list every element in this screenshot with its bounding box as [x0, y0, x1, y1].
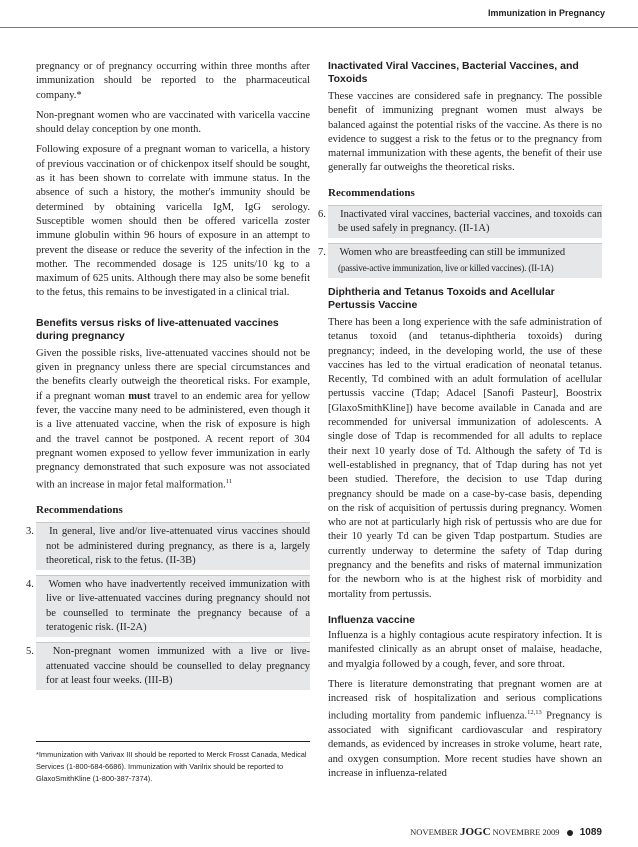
- rec-number: 6.: [318, 208, 326, 220]
- recommendation-7: [318, 243, 602, 278]
- paragraph: Influenza is a highly contagious acute respiratory infection. It is manifested clinically as an abrupt onset of malaise, headache, and myalgia followed by a cough, fever, and sore throat.: [328, 629, 602, 670]
- page-number: 1089: [579, 827, 602, 838]
- recommendation-3: [26, 522, 310, 570]
- running-head: Immunization in Pregnancy: [487, 8, 605, 18]
- emphasis-must: must: [128, 390, 151, 402]
- text-run: There is literature demonstrating that pregnant women are at increased risk of hospitalization and serious complications including mortality from pandemic influenza.: [328, 678, 602, 722]
- paragraph: pregnancy or of pregnancy occurring within three months after immunization should be reported to the pharmaceutical company.*: [36, 61, 310, 101]
- rec-number: 3.: [26, 526, 34, 538]
- rec-number: 5.: [26, 646, 34, 658]
- section-heading-influenza: Influenza vaccine: [328, 613, 415, 626]
- rec-text: In general, live and/or live-attenuated virus vaccines should not be administered during pregnancy, as there is a, largely theoretical, risk to the fetus. (II-3B): [46, 526, 310, 566]
- left-column: [26, 60, 311, 695]
- paragraph: Non-pregnant women who are vaccinated with varicella vaccine should delay conception by one month.: [36, 109, 310, 136]
- paragraph: [328, 678, 602, 782]
- rec-text: Inactivated viral vaccines, bacterial vaccines, and toxoids can be used safely in pregnancy. (II-1A): [338, 208, 603, 235]
- text-run: travel to an endemic area for yellow fever, the vaccine many need to be administered, even though it is a live attenuated vaccine, when the risk of exposure is high and the travel cannot be postponed. A recent report of 304 pregnant women exposed to yellow fever immunization in early pregnancy demonstrated that such exposure was not associated with an increase in major fetal malformation.: [36, 390, 310, 491]
- rec-text: Non-pregnant women immunized with a live or live-attenuated vaccine should be counselled to delay pregnancy for at least four weeks. (III-B): [46, 646, 310, 686]
- section-heading-inactivated: Inactivated Viral Vaccines, Bacterial Vaccines, and Toxoids: [328, 60, 579, 85]
- footer-month-fr: NOVEMBRE 2009: [492, 827, 560, 837]
- recommendation-4: [26, 575, 311, 637]
- text-run: Pregnancy is associated with significant cardiovascular and respiratory demands, as evidenced by increases in stroke volume, heart rate, and oxygen consumption. More recent studies have shown an increase in influenza-related: [328, 710, 602, 780]
- footnote: *Immunization with Varivax III should be reported to Merck Frosst Canada, Medical Services (1-800-684-6686). Immunization with Varilrix should be reported to GlaxoSmithKline (1-800-387-7374).: [36, 741, 310, 785]
- text-run: Given the possible risks, live-attenuated vaccines should not be given in pregnancy unless there are special circumstances and the benefits clearly outweigh the theoretical risks. For example, if a pregnant woman: [36, 347, 310, 402]
- right-column: [318, 60, 603, 787]
- paragraph: Following exposure of a pregnant woman to varicella, a history of previous vaccination or of chickenpox itself should be sought, as it has been shown to correlate with immune status. In the absence of such a history, the mother's immunity should be determined by obtaining varicella IgM, IgG serology. Susceptible women should then be offered varicella zoster immune globulin within 96 hours of exposure in an attempt to prevent the disease or reduce the severity of the infection in the mother. The recommended dosage is 125 units/10 kg to a maximum of 625 units. Although there may also be some benefit to the fetus, this remains to be investigated in a clinical trial.: [36, 144, 310, 299]
- bullet-icon: [567, 830, 573, 836]
- page-footer: [380, 826, 602, 838]
- section-heading-benefits: Benefits versus risks of live-attenuated vaccines during pregnancy: [36, 316, 279, 342]
- footer-month-en: NOVEMBER: [410, 827, 458, 837]
- rec-number: 7.: [318, 247, 326, 259]
- paragraph: There has been a long experience with the safe administration of tetanus toxoid (and tetanus-diphtheria toxoids) during pregnancy; indeed, in the developing world, the use of these vaccines has led to the virtual eradication of neonatal tetanus. Recently, Td combined with an adult formulation of acellular pertussis vaccine (Tdap; Adacel [Sanofi Pasteur], Boostrix [GlaxoSmithKline]) have become available in Canada and are recommended for universal immunization of adolescents. A single dose of Tdap is recommended for all adults to replace their next 10 yearly dose of Td. Although the safety of Td is well-established in pregnancy, that of Tdap during has not yet been studied. Therefore, the decision to use Tdap during pregnancy should be made on a case-by-case basis, depending on the risk of acquisition of pertussis during pregnancy. Women who are not at particularly high risk of pertussis who are due for their 10 yearly Td can be given Tdap postpartum. Studies are currently underway to determine the safety of Tdap during pregnancy and the benefits and risks of maternal immunization for the newborn who is at the highest risk of morbidity and mortality from pertussis.: [328, 316, 602, 600]
- recommendations-heading: Recommendations: [36, 504, 123, 517]
- paragraph: [36, 347, 310, 493]
- rec-text: Women who are breastfeeding can still be immunized: [339, 247, 566, 259]
- paragraph: These vaccines are considered safe in pregnancy. The possible benefit of immunizing pregnant women must always be balanced against the potential risks of the vaccine. As there is no evidence to suggest a risk to the fetus or to the pregnancy from maternal immunization with these agents, the benefit of their use generally far outweighs the theoretical risks.: [328, 91, 602, 174]
- header-rule: [0, 27, 638, 28]
- recommendation-6: [318, 205, 603, 239]
- rec-text: Women who have inadvertently received immunization with live or live-attenuated vaccines during pregnancy should not be counselled to terminate the pregnancy because of a teratogenic risk. (II-2A): [46, 579, 311, 633]
- rec-text-condensed: (passive-active immunization, live or killed vaccines). (II-1A): [338, 262, 554, 273]
- recommendations-heading: Recommendations: [328, 186, 415, 199]
- reference-mark: 12,13: [527, 709, 542, 717]
- recommendation-5: [26, 642, 310, 690]
- reference-mark: 11: [225, 478, 233, 486]
- section-heading-dtap: Diphtheria and Tetanus Toxoids and Acellular Pertussis Vaccine: [328, 285, 555, 311]
- rec-number: 4.: [26, 579, 34, 591]
- journal-name: JOGC: [459, 826, 491, 838]
